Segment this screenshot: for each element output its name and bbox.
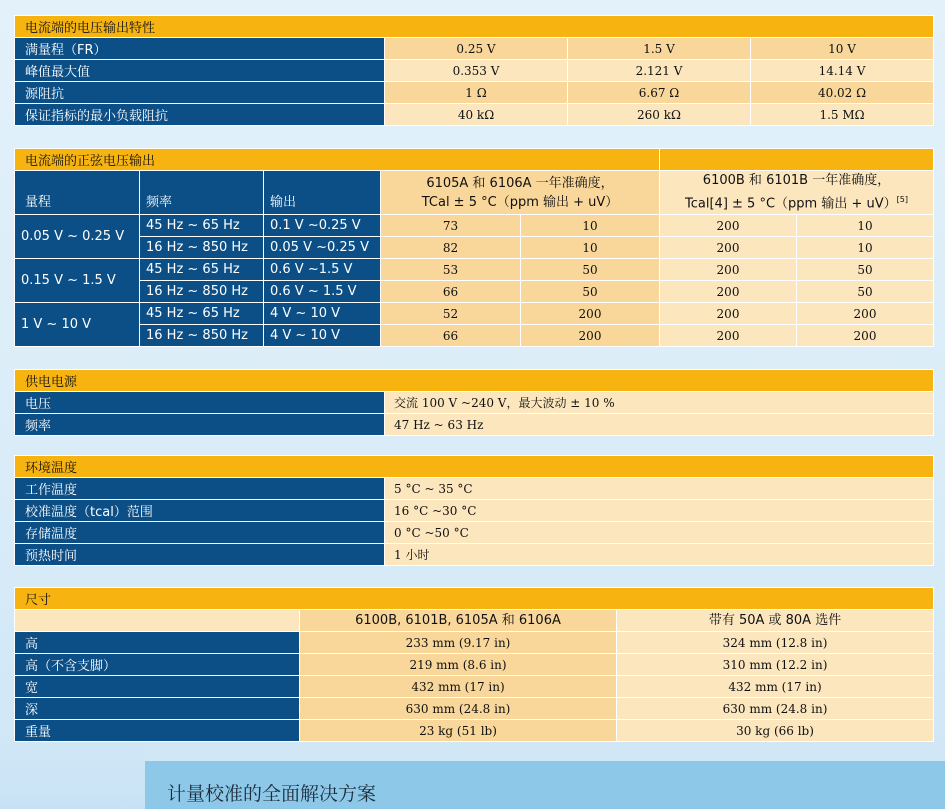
col-header-models: 6100B, 6101B, 6105A 和 6106A xyxy=(300,610,617,632)
cell: 630 mm (24.8 in) xyxy=(300,698,617,720)
freq-cell: 16 Hz ~ 850 Hz xyxy=(140,237,264,259)
cell: 47 Hz ~ 63 Hz xyxy=(385,414,934,436)
cell: 10 xyxy=(797,237,934,259)
cell: 2.121 V xyxy=(568,60,751,82)
accuracy-b-line2: Tcal[4] ± 5 °C（ppm 输出 + uV） xyxy=(685,196,897,212)
range-cell: 0.05 V ~ 0.25 V xyxy=(15,215,140,259)
cell: 219 mm (8.6 in) xyxy=(300,654,617,676)
table-row xyxy=(15,38,934,60)
cell: 10 V xyxy=(751,38,934,60)
row-label: 深 xyxy=(15,698,300,720)
row-label: 校准温度（tcal）范围 xyxy=(15,500,385,522)
table-row xyxy=(15,522,934,544)
cell: 23 kg (51 lb) xyxy=(300,720,617,742)
cell: 200 xyxy=(521,303,660,325)
freq-cell: 16 Hz ~ 850 Hz xyxy=(140,325,264,347)
table-row xyxy=(15,237,934,259)
cell: 10 xyxy=(521,215,660,237)
output-cell: 4 V ~ 10 V xyxy=(264,325,381,347)
power-title: 供电电源 xyxy=(15,370,934,392)
voltage-output-table xyxy=(14,15,934,126)
cell: 40.02 Ω xyxy=(751,82,934,104)
cell: 53 xyxy=(381,259,521,281)
row-label: 高 xyxy=(15,632,300,654)
range-cell: 0.15 V ~ 1.5 V xyxy=(15,259,140,303)
table-row xyxy=(15,215,934,237)
footer-banner xyxy=(145,761,945,809)
accuracy-b-line2-wrap xyxy=(660,190,933,213)
table-row xyxy=(15,478,934,500)
cell: 233 mm (9.17 in) xyxy=(300,632,617,654)
col-header-frequency: 频率 xyxy=(140,171,264,215)
freq-cell: 45 Hz ~ 65 Hz xyxy=(140,215,264,237)
cell: 50 xyxy=(797,281,934,303)
table-row xyxy=(15,392,934,414)
cell: 200 xyxy=(797,325,934,347)
cell: 432 mm (17 in) xyxy=(617,676,934,698)
row-label: 预热时间 xyxy=(15,544,385,566)
table-row xyxy=(15,104,934,126)
table-row xyxy=(15,325,934,347)
cell: 16 °C ~30 °C xyxy=(385,500,934,522)
environment-title: 环境温度 xyxy=(15,456,934,478)
accuracy-b-line1: 6100B 和 6101B 一年准确度， xyxy=(702,173,891,189)
cell: 200 xyxy=(521,325,660,347)
cell: 200 xyxy=(660,303,797,325)
table-row xyxy=(15,414,934,436)
cell: 50 xyxy=(521,281,660,303)
table-row xyxy=(15,698,934,720)
row-label: 保证指标的最小负载阻抗 xyxy=(15,104,385,126)
range-cell: 1 V ~ 10 V xyxy=(15,303,140,347)
row-label: 源阻抗 xyxy=(15,82,385,104)
col-header-range: 量程 xyxy=(15,171,140,215)
output-cell: 4 V ~ 10 V xyxy=(264,303,381,325)
cell: 200 xyxy=(660,259,797,281)
row-label: 电压 xyxy=(15,392,385,414)
cell: 40 kΩ xyxy=(385,104,568,126)
cell: 50 xyxy=(521,259,660,281)
cell: 1 Ω xyxy=(385,82,568,104)
table-row xyxy=(15,281,934,303)
output-cell: 0.6 V ~ 1.5 V xyxy=(264,281,381,303)
table-row xyxy=(15,720,934,742)
cell: 5 °C ~ 35 °C xyxy=(385,478,934,500)
cell: 432 mm (17 in) xyxy=(300,676,617,698)
table-row xyxy=(15,676,934,698)
freq-cell: 45 Hz ~ 65 Hz xyxy=(140,259,264,281)
cell: 0 °C ~50 °C xyxy=(385,522,934,544)
row-label: 满量程（FR） xyxy=(15,38,385,60)
row-label: 重量 xyxy=(15,720,300,742)
accuracy-a-line1: 6105A 和 6106A 一年准确度， xyxy=(426,175,614,191)
cell: 1.5 MΩ xyxy=(751,104,934,126)
row-label: 频率 xyxy=(15,414,385,436)
cell: 82 xyxy=(381,237,521,259)
freq-cell: 45 Hz ~ 65 Hz xyxy=(140,303,264,325)
cell: 73 xyxy=(381,215,521,237)
dimensions-title: 尺寸 xyxy=(15,588,934,610)
sine-output-title: 电流端的正弦电压输出 xyxy=(15,149,660,171)
row-label: 工作温度 xyxy=(15,478,385,500)
cell: 14.14 V xyxy=(751,60,934,82)
cell: 1.5 V xyxy=(568,38,751,60)
col-header-accuracy-6105a xyxy=(381,171,660,215)
table-row xyxy=(15,544,934,566)
cell: 10 xyxy=(797,215,934,237)
environment-table xyxy=(14,455,934,566)
freq-cell: 16 Hz ~ 850 Hz xyxy=(140,281,264,303)
table-row xyxy=(15,654,934,676)
col-header-output: 输出 xyxy=(264,171,381,215)
sine-output-table xyxy=(14,148,934,347)
dimensions-table xyxy=(14,587,934,742)
cell: 630 mm (24.8 in) xyxy=(617,698,934,720)
cell: 6.67 Ω xyxy=(568,82,751,104)
table-row xyxy=(15,259,934,281)
col-header-accuracy-6100b xyxy=(660,171,934,215)
cell: 324 mm (12.8 in) xyxy=(617,632,934,654)
dimensions-header-blank xyxy=(15,610,300,632)
cell: 260 kΩ xyxy=(568,104,751,126)
sine-output-title-blank xyxy=(660,149,934,171)
output-cell: 0.1 V ~0.25 V xyxy=(264,215,381,237)
output-cell: 0.05 V ~0.25 V xyxy=(264,237,381,259)
cell: 200 xyxy=(797,303,934,325)
cell: 1 小时 xyxy=(385,544,934,566)
cell: 200 xyxy=(660,325,797,347)
table-row xyxy=(15,632,934,654)
cell: 200 xyxy=(660,215,797,237)
output-cell: 0.6 V ~1.5 V xyxy=(264,259,381,281)
cell: 10 xyxy=(521,237,660,259)
row-label: 宽 xyxy=(15,676,300,698)
cell: 50 xyxy=(797,259,934,281)
table-row xyxy=(15,500,934,522)
table-row xyxy=(15,82,934,104)
cell: 200 xyxy=(660,281,797,303)
power-table xyxy=(14,369,934,436)
accuracy-b-footnote: [5] xyxy=(896,195,908,205)
cell: 66 xyxy=(381,325,521,347)
cell: 200 xyxy=(660,237,797,259)
cell: 66 xyxy=(381,281,521,303)
row-label: 高（不含支脚） xyxy=(15,654,300,676)
background-fade xyxy=(0,740,145,809)
accuracy-a-line2: TCal ± 5 °C（ppm 输出 + uV） xyxy=(421,194,619,210)
col-header-options: 带有 50A 或 80A 选件 xyxy=(617,610,934,632)
table-row xyxy=(15,303,934,325)
voltage-output-title: 电流端的电压输出特性 xyxy=(15,16,934,38)
row-label: 存储温度 xyxy=(15,522,385,544)
cell: 30 kg (66 lb) xyxy=(617,720,934,742)
cell: 交流 100 V ~240 V，最大波动 ± 10 % xyxy=(385,392,934,414)
row-label: 峰值最大值 xyxy=(15,60,385,82)
footer-title: 计量校准的全面解决方案 xyxy=(167,783,377,805)
cell: 310 mm (12.2 in) xyxy=(617,654,934,676)
table-row xyxy=(15,60,934,82)
cell: 0.25 V xyxy=(385,38,568,60)
cell: 0.353 V xyxy=(385,60,568,82)
cell: 52 xyxy=(381,303,521,325)
